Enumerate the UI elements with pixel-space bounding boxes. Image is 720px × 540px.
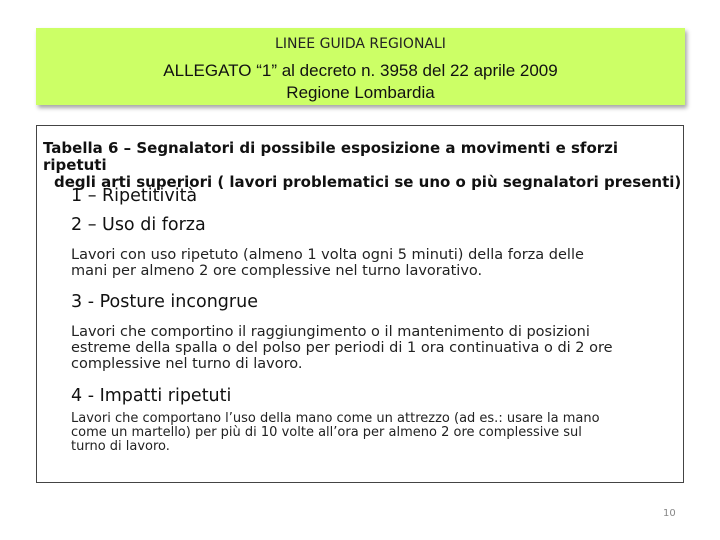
- table-6-box: [36, 125, 684, 483]
- item-heading-postures: 3 - Posture incongrue: [71, 292, 258, 312]
- item-heading-impacts: 4 - Impatti ripetuti: [71, 386, 232, 406]
- page-number: 10: [663, 508, 676, 519]
- item-text-line: Lavori che comportano l’uso della mano come un attrezzo (ad es.: usare la mano: [71, 411, 600, 426]
- item-text-line: estreme della spalla o del polso per periodi di 1 ora continuativa o di 2 ore: [71, 340, 613, 356]
- item-text-line: Lavori con uso ripetuto (almeno 1 volta ogni 5 minuti) della forza delle: [71, 247, 584, 263]
- header-guidelines-label: LINEE GUIDA REGIONALI: [275, 36, 446, 52]
- item-text-line: mani per almeno 2 ore complessive nel turno lavorativo.: [71, 263, 483, 279]
- table-title: [43, 140, 683, 191]
- table-title-line-2: degli arti superiori ( lavori problematici se uno o più segnalatori presenti): [54, 173, 682, 191]
- item-text-impacts: [71, 412, 671, 454]
- item-text-force: [71, 247, 671, 279]
- item-heading-force: 2 – Uso di forza: [71, 215, 206, 235]
- header-region-label: Regione Lombardia: [286, 83, 435, 102]
- item-text-line: complessive nel turno di lavoro.: [71, 356, 303, 372]
- item-text-line: come un martello) per più di 10 volte all’ora per almeno 2 ore complessive sul: [71, 425, 582, 440]
- header-decree-title: ALLEGATO “1” al decreto n. 3958 del 22 aprile 2009: [163, 61, 558, 80]
- item-text-line: turno di lavoro.: [71, 439, 170, 454]
- item-text-postures: [71, 324, 671, 372]
- item-heading-repetitiveness: 1 – Ripetitività: [71, 186, 198, 206]
- item-text-line: Lavori che comportino il raggiungimento o il mantenimento di posizioni: [71, 324, 590, 340]
- slide-header: [36, 28, 685, 105]
- table-title-line-1: Tabella 6 – Segnalatori di possibile esposizione a movimenti e sforzi ripetuti: [43, 139, 619, 174]
